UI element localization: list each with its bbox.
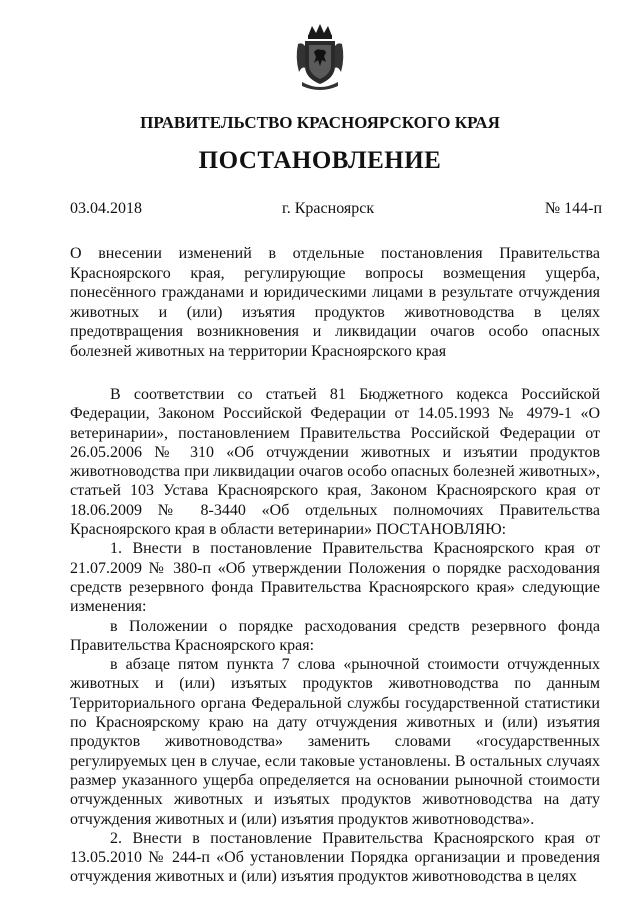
- coat-of-arms-icon: [294, 22, 346, 92]
- paragraph-item-1: 1. Внести в постановление Правительства Красноярского края от 21.07.2009 № 380-п «Об утверждении Положения о порядке расходования средств резервного фонда Правительства Красноярского края» следующие изменения:: [70, 540, 600, 616]
- document-subject: О внесении изменений в отдельные постановления Правительства Красноярского края, регулирующие вопросы возмещения ущерба, понесённого гражданами и юридическими лицами в результате отчуждения животных и (или) изъятия продуктов животноводства в целях предотвращения возникновения и ликвидации очагов особо опасных болезней животных на территории Красноярского края: [70, 245, 600, 360]
- paragraph-item-1-change: в абзаце пятом пункта 7 слова «рыночной стоимости отчужденных животных и (или) изъятых продуктов животноводства по данным Территориального органа Федеральной службы государственной статистики по Красноярскому краю на дату отчуждения животных и (или) изъятия продуктов животноводства» заменить словами «государственных регулируемых цен в случае, если таковые установлены. В остальных случаях размер указанного ущерба определяется на основании рыночной стоимости отчужденных животных и изъятых продуктов животноводства на дату отчуждения животных и (или) изъятия продуктов животноводства».: [70, 656, 600, 828]
- document-date: 03.04.2018: [70, 200, 142, 217]
- organization-title: ПРАВИТЕЛЬСТВО КРАСНОЯРСКОГО КРАЯ: [140, 113, 500, 132]
- paragraph-item-2: 2. Внести в постановление Правительства Красноярского края от 13.05.2010 № 244-п «Об установлении Порядка организации и проведения отчуждения животных и (или) изъятия продуктов животноводства в целях: [70, 829, 600, 886]
- document-type-title: ПОСТАНОВЛЕНИЕ: [198, 147, 442, 174]
- paragraph-preamble: В соответствии со статьей 81 Бюджетного кодекса Российской Федерации, Законом Российской Федерации от 14.05.1993 № 4979-1 «О ветеринарии», постановлением Правительства Российской Федерации от 26.05.2006 № 310 «Об отчуждении животных и изъятии продуктов животноводства при ликвидации очагов особо опасных болезней животных», статьей 103 Устава Красноярского края, Законом Красноярского края от 18.06.2009 № 8-3440 «Об отдельных полномочиях Правительства Красноярского края в области ветеринарии» ПОСТАНОВЛЯЮ:: [70, 386, 600, 539]
- paragraph-item-1-position: в Положении о порядке расходования средств резервного фонда Правительства Красноярского края:: [70, 617, 600, 654]
- document-number: № 144-п: [544, 200, 602, 217]
- document-city: г. Красноярск: [282, 200, 375, 217]
- document-body: [70, 385, 600, 887]
